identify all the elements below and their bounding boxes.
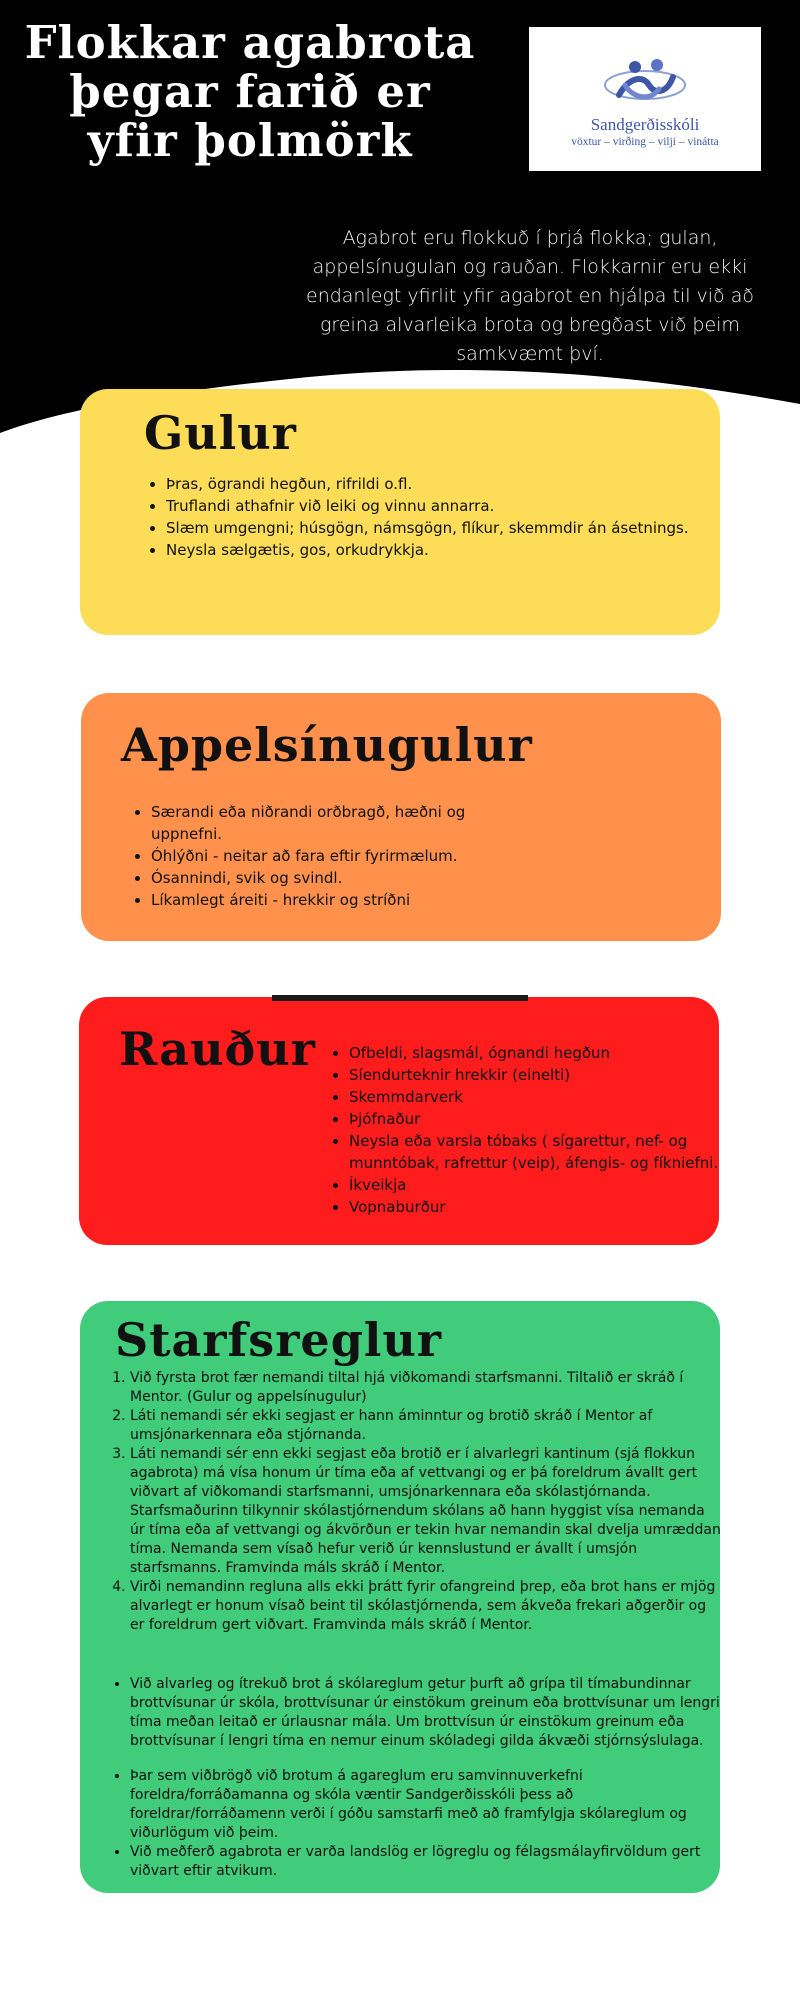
card-title-starfsreglur: Starfsreglur <box>115 1313 443 1367</box>
list-item: • Óhlýðni - neitar að fara eftir fyrirmælum. <box>151 845 491 867</box>
rules-numbered-list <box>110 1369 722 1635</box>
list-item: 4. Virði nemandinn regluna alls ekki þrátt fyrir ofangreind þrep, eða brot hans er mjög alvarlegt er honum vísað beint til skólastjórnenda, sem ákveða frekari aðgerðir og er foreldrum gert viðvart. Framvinda máls skráð í Mentor. <box>130 1578 722 1635</box>
list-item: • Truflandi athafnir við leiki og vinnu annarra. <box>166 495 726 517</box>
list-item: • Ofbeldi, slagsmál, ógnandi hegðun <box>349 1042 719 1064</box>
list-item: • Við alvarleg og ítrekuð brot á skólareglum getur þurft að grípa til tímabundinnar brottvísunar úr skóla, brottvísunar úr einstökum greinum eða brottvísunar um lengri tíma meðan leitað er úrlausnar mála. Um brottvísun úr einstökum greinum eða brottvísunar í lengri tíma en nemur einum skóladegi gilda ákvæði stjórnsýslulaga. <box>130 1675 722 1751</box>
list-item: 2. Láti nemandi sér ekki segjast er hann áminntur og brotið skráð í Mentor af umsjónarkennara eða stjórnanda. <box>130 1407 722 1445</box>
logo-emblem-icon <box>599 55 691 111</box>
card-title-appelsinugulur: Appelsínugulur <box>121 718 533 772</box>
card-title-raudur: Rauður <box>119 1022 316 1076</box>
red-card-accent-bar <box>272 995 528 1001</box>
rules-bullet-list-a <box>110 1675 722 1751</box>
page-title: Flokkar agabrota þegar farið er yfir þolmörk <box>24 16 476 167</box>
list-item: • Neysla sælgætis, gos, orkudrykkja. <box>166 539 726 561</box>
list-item: • Þjófnaður <box>349 1108 719 1130</box>
category-card-gulur <box>80 389 720 635</box>
card-title-gulur: Gulur <box>144 406 297 460</box>
appelsinugulur-list <box>131 801 491 911</box>
list-item: • Við meðferð agabrota er varða landslög er lögreglu og félagsmálayfirvöldum gert viðvart eftir atvikum. <box>130 1843 722 1881</box>
list-item: 1. Við fyrsta brot fær nemandi tiltal hjá viðkomandi starfsmanni. Tiltalið er skráð í Mentor. (Gulur og appelsínugulur) <box>130 1369 722 1407</box>
rules-bullet-list-b <box>110 1767 722 1881</box>
list-item: • Ósannindi, svik og svindl. <box>151 867 491 889</box>
intro-text: Agabrot eru flokkuð í þrjá flokka; gulan, appelsínugulan og rauðan. Flokkarnir eru ekki endanlegt yfirlit yfir agabrot en hjálpa til við að greina alvarleika brota og bregðast við þeim samkvæmt því. <box>306 227 754 365</box>
list-item: • Vopnaburður <box>349 1196 719 1218</box>
school-logo <box>529 27 761 171</box>
list-item: • Íkveikja <box>349 1174 719 1196</box>
rules-card-starfsreglur <box>80 1301 720 1893</box>
category-card-appelsinugulur <box>81 693 721 941</box>
raudur-list <box>329 1042 719 1218</box>
logo-tagline: vöxtur – virðing – vilji – vinátta <box>571 136 719 148</box>
list-item: • Neysla eða varsla tóbaks ( sígarettur, nef- og munntóbak, rafrettur (veip), áfengis- og fíkniefni. <box>349 1130 719 1174</box>
list-item: • Þar sem viðbrögð við brotum á agareglum eru samvinnuverkefni foreldra/forráðamanna og skóla væntir Sandgerðisskóli þess að foreldrar/forráðamenn verði í góðu samstarfi með að framfylgja skólareglum og viðurlögum við þeim. <box>130 1767 722 1843</box>
list-item: 3. Láti nemandi sér enn ekki segjast eða brotið er í alvarlegri kantinum (sjá flokkun agabrota) má vísa honum úr tíma eða af vettvangi og er þá foreldrum ávallt gert viðvart af viðkomandi starfsmanni, umsjónarkennara eða skólastjórnanda. Starfsmaðurinn tilkynnir skólastjórnendum skólans að hann hyggist vísa nemanda úr tíma eða af vettvangi og ákvörðun er tekin hvar nemandin skal dvelja umræddan tíma. Nemanda sem vísað hefur verið úr kennslustund er ávallt í umsjón starfsmanns. Framvinda máls skráð í Mentor. <box>130 1445 722 1578</box>
list-item: • Særandi eða niðrandi orðbragð, hæðni og uppnefni. <box>151 801 491 845</box>
list-item: • Líkamlegt áreiti - hrekkir og stríðni <box>151 889 491 911</box>
logo-school-name: Sandgerðisskóli <box>590 115 700 134</box>
list-item: • Þras, ögrandi hegðun, rifrildi o.fl. <box>166 473 726 495</box>
list-item: • Síendurteknir hrekkir (einelti) <box>349 1064 719 1086</box>
category-card-raudur <box>79 997 719 1245</box>
list-item: • Skemmdarverk <box>349 1086 719 1108</box>
list-item: • Slæm umgengni; húsgögn, námsgögn, flíkur, skemmdir án ásetnings. <box>166 517 726 539</box>
gulur-list <box>146 473 726 561</box>
